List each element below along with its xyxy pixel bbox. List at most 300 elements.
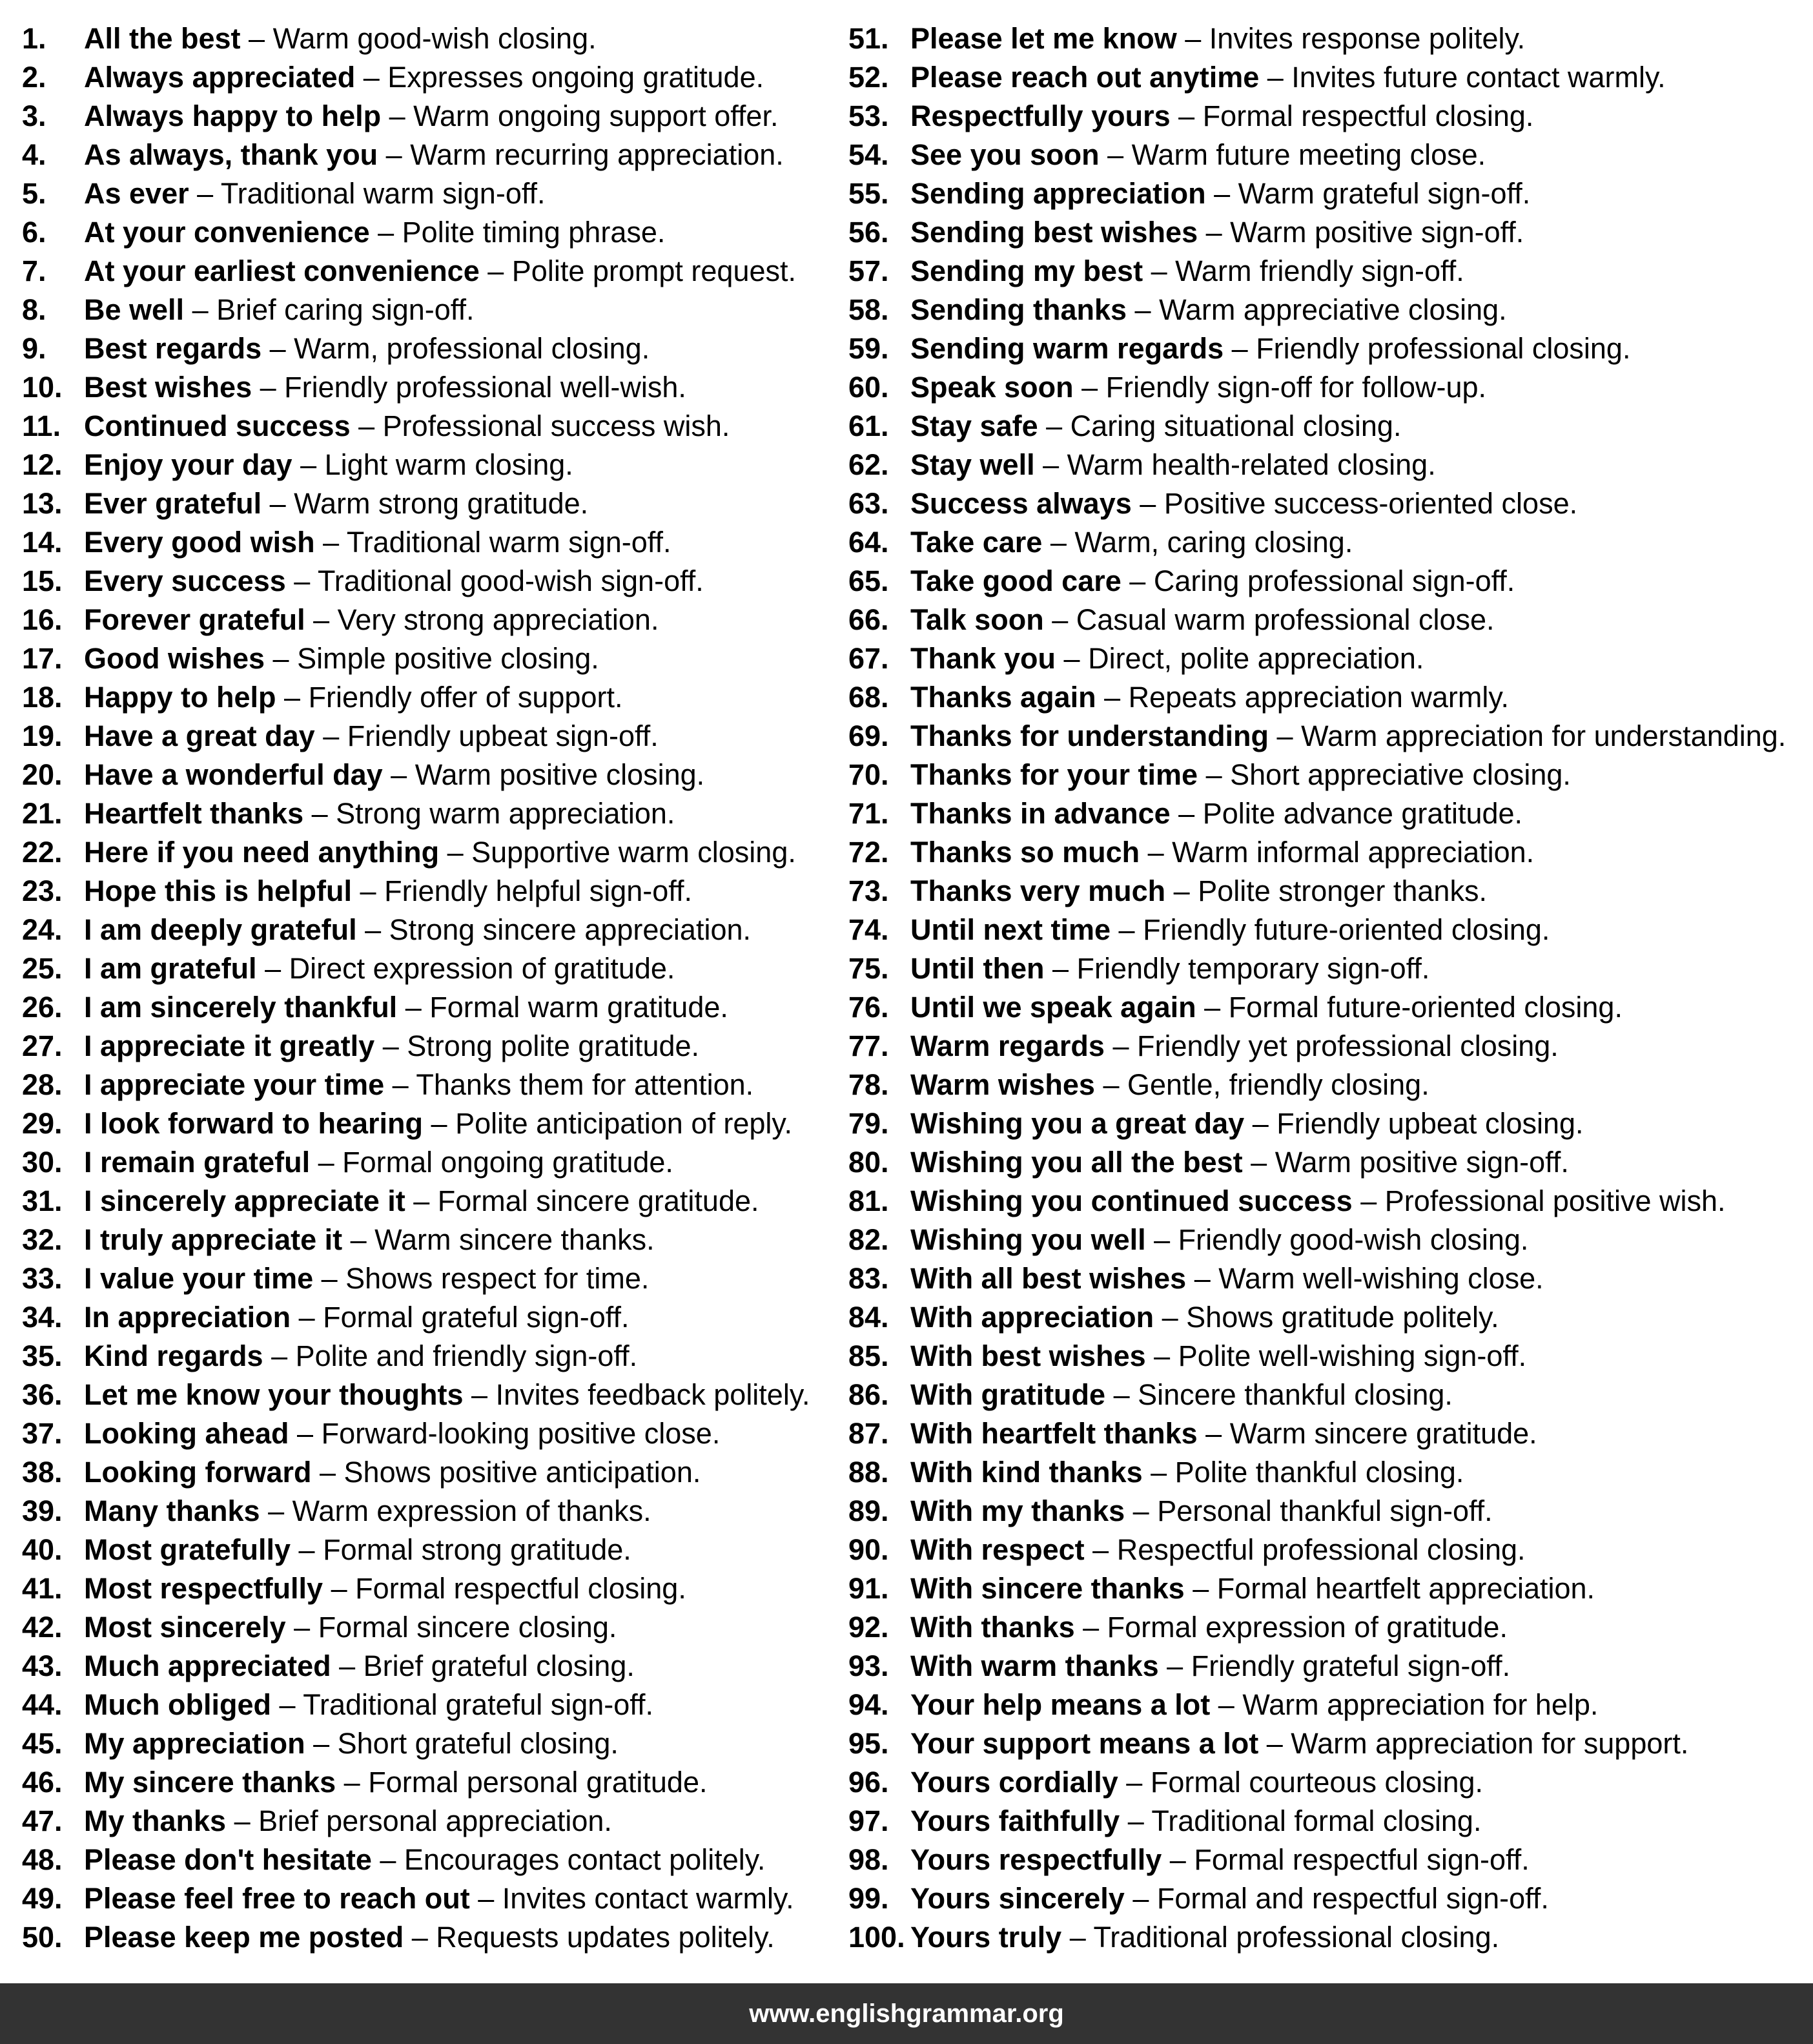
item-description: Traditional good-wish sign-off. — [317, 564, 704, 597]
item-description: Polite timing phrase. — [402, 216, 666, 249]
item-number: 1. — [22, 22, 46, 55]
item-description: Formal warm gratitude. — [429, 991, 728, 1024]
item-number: 56. — [848, 216, 889, 249]
item-description: Brief personal appreciation. — [258, 1804, 612, 1837]
item-text — [84, 1608, 617, 1647]
item-separator: – — [1196, 991, 1229, 1024]
item-phrase: Success always — [910, 487, 1132, 520]
item-phrase: I am deeply grateful — [84, 913, 357, 946]
item-separator: – — [479, 254, 512, 287]
item-number: 44. — [22, 1688, 63, 1721]
item-phrase: With kind thanks — [910, 1456, 1143, 1489]
item-text — [84, 484, 588, 523]
item-description: Warm well-wishing close. — [1218, 1262, 1544, 1295]
item-text — [84, 1724, 619, 1763]
item-text — [910, 1221, 1528, 1259]
item-text — [84, 1492, 651, 1531]
item-separator: – — [1224, 332, 1256, 365]
item-description: Traditional warm sign-off. — [220, 177, 546, 210]
item-phrase: Please don't hesitate — [84, 1843, 372, 1876]
item-number: 19. — [22, 719, 63, 752]
item-separator: – — [1042, 526, 1075, 559]
item-separator: – — [384, 1068, 416, 1101]
item-separator: – — [260, 1494, 292, 1527]
item-number: 68. — [848, 681, 889, 714]
item-phrase: Thanks for your time — [910, 758, 1198, 791]
item-phrase: Every good wish — [84, 526, 315, 559]
item-description: Formal courteous closing. — [1150, 1766, 1484, 1799]
item-phrase: Warm regards — [910, 1029, 1105, 1062]
item-text — [84, 58, 764, 97]
item-phrase: Continued success — [84, 409, 351, 442]
item-text — [910, 1182, 1726, 1221]
item-text — [910, 988, 1623, 1027]
item-number: 60. — [848, 371, 889, 404]
item-phrase: Many thanks — [84, 1494, 260, 1527]
item-phrase: Ever grateful — [84, 487, 262, 520]
item-phrase: With respect — [910, 1533, 1085, 1566]
item-description: Strong sincere appreciation. — [389, 913, 751, 946]
item-separator: – — [189, 177, 221, 210]
item-description: Warm appreciation for understanding. — [1301, 719, 1787, 752]
item-number: 52. — [848, 61, 889, 94]
item-number: 16. — [22, 603, 63, 636]
item-number: 72. — [848, 836, 889, 869]
item-phrase: Here if you need anything — [84, 836, 440, 869]
item-description: Warm sincere thanks. — [374, 1223, 655, 1256]
item-text — [84, 1918, 775, 1957]
item-phrase: Let me know your thoughts — [84, 1378, 464, 1411]
item-separator: – — [1198, 216, 1231, 249]
item-phrase: Your support means a lot — [910, 1727, 1259, 1760]
item-text — [84, 1841, 765, 1879]
item-text — [910, 639, 1424, 678]
item-phrase: Yours truly — [910, 1921, 1062, 1954]
item-separator: – — [256, 952, 289, 985]
item-description: Invites future contact warmly. — [1291, 61, 1666, 94]
item-description: Caring professional sign-off. — [1153, 564, 1515, 597]
item-description: Forward-looking positive close. — [321, 1417, 721, 1450]
item-description: Formal respectful closing. — [1202, 99, 1534, 132]
item-separator: – — [1120, 1804, 1152, 1837]
item-number: 45. — [22, 1727, 63, 1760]
item-phrase: Stay well — [910, 448, 1035, 481]
item-separator: – — [356, 913, 389, 946]
item-description: Traditional warm sign-off. — [346, 526, 671, 559]
item-text — [84, 291, 474, 329]
item-text — [84, 1414, 720, 1453]
item-number: 24. — [22, 913, 63, 946]
item-text — [910, 58, 1666, 97]
item-separator: – — [313, 1262, 346, 1295]
item-separator: – — [285, 564, 318, 597]
item-number: 88. — [848, 1456, 889, 1489]
item-number: 70. — [848, 758, 889, 791]
item-text — [910, 756, 1571, 794]
item-number: 9. — [22, 332, 46, 365]
item-description: Friendly helpful sign-off. — [384, 874, 692, 907]
item-separator: – — [469, 1882, 502, 1915]
item-text — [910, 833, 1534, 872]
item-phrase: Looking ahead — [84, 1417, 289, 1450]
item-text — [910, 329, 1630, 368]
item-separator: – — [1038, 409, 1070, 442]
item-text — [910, 291, 1507, 329]
item-phrase: Kind regards — [84, 1339, 263, 1372]
item-phrase: Until we speak again — [910, 991, 1196, 1024]
item-description: Warm strong gratitude. — [294, 487, 589, 520]
item-phrase: Thanks in advance — [910, 797, 1171, 830]
item-text — [84, 1647, 635, 1686]
item-text — [84, 1027, 699, 1066]
item-phrase: Stay safe — [910, 409, 1038, 442]
item-text — [84, 1686, 653, 1724]
item-number: 35. — [22, 1339, 63, 1372]
item-separator: – — [1210, 1688, 1243, 1721]
item-phrase: I am grateful — [84, 952, 257, 985]
item-description: Warm, professional closing. — [294, 332, 650, 365]
item-phrase: Always appreciated — [84, 61, 356, 94]
footer-url[interactable]: www.englishgrammar.org — [749, 1999, 1064, 2028]
item-description: Positive success-oriented close. — [1163, 487, 1578, 520]
item-description: Warm sincere gratitude. — [1229, 1417, 1537, 1450]
item-text — [84, 794, 675, 833]
item-description: Warm good-wish closing. — [272, 22, 597, 55]
item-description: Friendly yet professional closing. — [1136, 1029, 1559, 1062]
item-description: Warm grateful sign-off. — [1238, 177, 1531, 210]
item-phrase: Please feel free to reach out — [84, 1882, 470, 1915]
item-separator: – — [1205, 177, 1238, 210]
item-description: Friendly professional closing. — [1256, 332, 1631, 365]
item-phrase: With best wishes — [910, 1339, 1146, 1372]
item-description: Expresses ongoing gratitude. — [387, 61, 764, 94]
item-separator: – — [226, 1804, 259, 1837]
item-phrase: With my thanks — [910, 1494, 1125, 1527]
item-text — [910, 368, 1486, 407]
item-phrase: Thanks very much — [910, 874, 1166, 907]
item-description: Warm appreciation for support. — [1291, 1727, 1689, 1760]
item-separator: – — [1061, 1921, 1094, 1954]
item-text — [910, 949, 1429, 988]
item-separator: – — [374, 1029, 407, 1062]
item-text — [910, 1686, 1598, 1724]
item-number: 30. — [22, 1146, 63, 1179]
item-separator: – — [336, 1766, 369, 1799]
item-description: Requests updates politely. — [436, 1921, 775, 1954]
item-description: Warm positive closing. — [415, 758, 705, 791]
item-separator: – — [1165, 874, 1198, 907]
item-separator: – — [382, 758, 415, 791]
item-phrase: Most gratefully — [84, 1533, 291, 1566]
item-phrase: All the best — [84, 22, 241, 55]
item-description: Traditional formal closing. — [1151, 1804, 1482, 1837]
item-separator: – — [263, 1339, 296, 1372]
item-number: 99. — [848, 1882, 889, 1915]
item-phrase: Please let me know — [910, 22, 1177, 55]
item-number: 12. — [22, 448, 63, 481]
item-text — [910, 446, 1436, 484]
item-separator: – — [1056, 642, 1089, 675]
item-description: Friendly offer of support. — [308, 681, 623, 714]
item-separator: – — [1131, 487, 1164, 520]
item-separator: – — [1073, 371, 1106, 404]
item-number: 93. — [848, 1649, 889, 1682]
item-number: 10. — [22, 371, 63, 404]
item-description: Warm appreciative closing. — [1159, 293, 1507, 326]
item-text — [910, 1414, 1537, 1453]
item-separator: – — [303, 797, 336, 830]
item-number: 25. — [22, 952, 63, 985]
item-number: 11. — [22, 409, 61, 442]
item-number: 73. — [848, 874, 889, 907]
item-text — [84, 174, 546, 213]
item-phrase: Wishing you a great day — [910, 1107, 1245, 1140]
item-number: 40. — [22, 1533, 63, 1566]
item-description: Formal expression of gratitude. — [1107, 1611, 1508, 1644]
footer-bar — [0, 1983, 1813, 2044]
item-description: Traditional professional closing. — [1093, 1921, 1500, 1954]
item-phrase: I look forward to hearing — [84, 1107, 424, 1140]
item-phrase: Wishing you continued success — [910, 1184, 1353, 1217]
item-separator: – — [314, 526, 347, 559]
item-phrase: Talk soon — [910, 603, 1044, 636]
item-text — [910, 1143, 1569, 1182]
item-number: 100. — [848, 1921, 905, 1954]
item-number: 31. — [22, 1184, 63, 1217]
item-description: Supportive warm closing. — [471, 836, 796, 869]
item-number: 64. — [848, 526, 889, 559]
item-separator: – — [1143, 254, 1176, 287]
item-number: 96. — [848, 1766, 889, 1799]
item-separator: – — [1044, 952, 1077, 985]
item-phrase: Yours cordially — [910, 1766, 1118, 1799]
item-separator: – — [1184, 1572, 1217, 1605]
item-separator: – — [1145, 1339, 1178, 1372]
item-text — [910, 1879, 1549, 1918]
item-text — [84, 19, 597, 58]
item-description: Personal thankful sign-off. — [1157, 1494, 1493, 1527]
item-description: Light warm closing. — [324, 448, 573, 481]
item-text — [84, 213, 665, 252]
item-separator: – — [265, 642, 298, 675]
item-description: Warm positive sign-off. — [1230, 216, 1524, 249]
item-number: 34. — [22, 1301, 63, 1334]
item-separator: – — [1269, 719, 1302, 752]
item-description: Short grateful closing. — [337, 1727, 619, 1760]
item-number: 63. — [848, 487, 889, 520]
item-number: 2. — [22, 61, 46, 94]
item-description: Friendly future-oriented closing. — [1143, 913, 1550, 946]
item-text — [84, 1337, 637, 1376]
item-text — [910, 1724, 1688, 1763]
item-number: 17. — [22, 642, 63, 675]
item-description: Direct, polite appreciation. — [1088, 642, 1424, 675]
item-number: 47. — [22, 1804, 63, 1837]
item-separator: – — [1186, 1262, 1219, 1295]
item-description: Polite stronger thanks. — [1198, 874, 1487, 907]
item-number: 49. — [22, 1882, 63, 1915]
item-number: 59. — [848, 332, 889, 365]
item-separator: – — [1170, 797, 1203, 830]
item-number: 54. — [848, 138, 889, 171]
item-phrase: Happy to help — [84, 681, 276, 714]
item-number: 50. — [22, 1921, 63, 1954]
item-number: 84. — [848, 1301, 889, 1334]
item-number: 8. — [22, 293, 46, 326]
item-description: Formal strong gratitude. — [323, 1533, 631, 1566]
item-phrase: I appreciate it greatly — [84, 1029, 375, 1062]
item-separator: – — [271, 1688, 303, 1721]
item-description: Warm informal appreciation. — [1172, 836, 1535, 869]
item-number: 79. — [848, 1107, 889, 1140]
item-separator: – — [1170, 99, 1203, 132]
item-description: Friendly upbeat closing. — [1276, 1107, 1584, 1140]
item-number: 13. — [22, 487, 63, 520]
item-description: Repeats appreciation warmly. — [1128, 681, 1510, 714]
item-text — [910, 1763, 1483, 1802]
item-text — [84, 988, 728, 1027]
item-text — [84, 717, 659, 756]
item-description: Warm future meeting close. — [1131, 138, 1486, 171]
item-phrase: With warm thanks — [910, 1649, 1159, 1682]
item-description: Polite prompt request. — [511, 254, 797, 287]
item-separator: – — [184, 293, 217, 326]
item-separator: – — [1198, 758, 1231, 791]
item-number: 87. — [848, 1417, 889, 1450]
item-text — [910, 1337, 1526, 1376]
item-text — [84, 97, 778, 136]
item-phrase: Be well — [84, 293, 185, 326]
item-phrase: Please keep me posted — [84, 1921, 404, 1954]
item-separator: – — [1158, 1649, 1191, 1682]
item-separator: – — [1162, 1843, 1194, 1876]
item-text — [910, 484, 1577, 523]
item-description: Professional positive wish. — [1384, 1184, 1726, 1217]
item-number: 6. — [22, 216, 46, 249]
item-separator: – — [342, 1223, 375, 1256]
item-description: Direct expression of gratitude. — [289, 952, 675, 985]
item-separator: – — [310, 1146, 343, 1179]
item-text — [84, 1298, 629, 1337]
item-description: Warm ongoing support offer. — [413, 99, 779, 132]
item-text — [84, 1221, 655, 1259]
item-phrase: Thanks for understanding — [910, 719, 1269, 752]
item-phrase: With gratitude — [910, 1378, 1106, 1411]
item-text — [84, 639, 599, 678]
item-text — [910, 523, 1353, 562]
item-number: 51. — [848, 22, 889, 55]
item-description: Polite and friendly sign-off. — [295, 1339, 638, 1372]
item-description: Formal respectful sign-off. — [1194, 1843, 1530, 1876]
item-separator: – — [1127, 293, 1160, 326]
item-phrase: In appreciation — [84, 1301, 291, 1334]
item-number: 7. — [22, 254, 46, 287]
item-number: 75. — [848, 952, 889, 985]
item-description: Warm appreciation for help. — [1242, 1688, 1599, 1721]
item-text — [910, 1918, 1499, 1957]
item-phrase: Best regards — [84, 332, 262, 365]
item-separator: – — [378, 138, 411, 171]
item-text — [84, 1104, 792, 1143]
item-description: Friendly upbeat sign-off. — [347, 719, 659, 752]
item-description: Formal sincere closing. — [318, 1611, 617, 1644]
item-number: 95. — [848, 1727, 889, 1760]
item-text — [84, 407, 730, 446]
item-phrase: Take good care — [910, 564, 1122, 597]
item-phrase: Sending best wishes — [910, 216, 1198, 249]
item-description: Polite anticipation of reply. — [455, 1107, 793, 1140]
item-text — [910, 1841, 1530, 1879]
item-number: 91. — [848, 1572, 889, 1605]
item-phrase: Much appreciated — [84, 1649, 331, 1682]
item-separator: – — [1197, 1417, 1230, 1450]
item-description: Friendly grateful sign-off. — [1191, 1649, 1511, 1682]
item-number: 29. — [22, 1107, 63, 1140]
item-phrase: Sending warm regards — [910, 332, 1224, 365]
item-number: 62. — [848, 448, 889, 481]
item-phrase: Most respectfully — [84, 1572, 323, 1605]
item-text — [910, 1027, 1559, 1066]
item-separator: – — [323, 1572, 356, 1605]
item-description: Formal respectful closing. — [355, 1572, 686, 1605]
item-number: 37. — [22, 1417, 63, 1450]
item-separator: – — [311, 1456, 344, 1489]
item-text — [910, 1066, 1429, 1104]
item-phrase: Most sincerely — [84, 1611, 286, 1644]
item-number: 21. — [22, 797, 63, 830]
item-text — [910, 1104, 1584, 1143]
item-number: 97. — [848, 1804, 889, 1837]
item-text — [84, 911, 751, 949]
item-text — [910, 601, 1495, 639]
item-description: Very strong appreciation. — [337, 603, 659, 636]
item-text — [910, 717, 1786, 756]
item-phrase: Yours faithfully — [910, 1804, 1120, 1837]
item-separator: – — [381, 99, 414, 132]
item-phrase: See you soon — [910, 138, 1100, 171]
item-number: 22. — [22, 836, 63, 869]
item-number: 85. — [848, 1339, 889, 1372]
item-description: Friendly good-wish closing. — [1178, 1223, 1529, 1256]
item-description: Warm positive sign-off. — [1275, 1146, 1569, 1179]
item-number: 94. — [848, 1688, 889, 1721]
item-separator: – — [1094, 1068, 1127, 1101]
item-description: Warm, caring closing. — [1074, 526, 1353, 559]
item-text — [84, 1259, 649, 1298]
item-text — [84, 252, 796, 291]
item-text — [910, 213, 1524, 252]
item-description: Formal grateful sign-off. — [323, 1301, 630, 1334]
item-phrase: Until next time — [910, 913, 1111, 946]
item-separator: – — [1176, 22, 1209, 55]
item-description: Caring situational closing. — [1070, 409, 1402, 442]
item-number: 28. — [22, 1068, 63, 1101]
item-phrase: With sincere thanks — [910, 1572, 1185, 1605]
item-number: 80. — [848, 1146, 889, 1179]
item-number: 69. — [848, 719, 889, 752]
item-number: 4. — [22, 138, 46, 171]
item-number: 90. — [848, 1533, 889, 1566]
item-phrase: Good wishes — [84, 642, 265, 675]
item-number: 74. — [848, 913, 889, 946]
item-phrase: My sincere thanks — [84, 1766, 336, 1799]
item-phrase: Yours sincerely — [910, 1882, 1125, 1915]
item-description: Shows positive anticipation. — [343, 1456, 701, 1489]
item-phrase: With all best wishes — [910, 1262, 1187, 1295]
item-phrase: Take care — [910, 526, 1043, 559]
item-phrase: As always, thank you — [84, 138, 378, 171]
item-separator: – — [352, 874, 385, 907]
